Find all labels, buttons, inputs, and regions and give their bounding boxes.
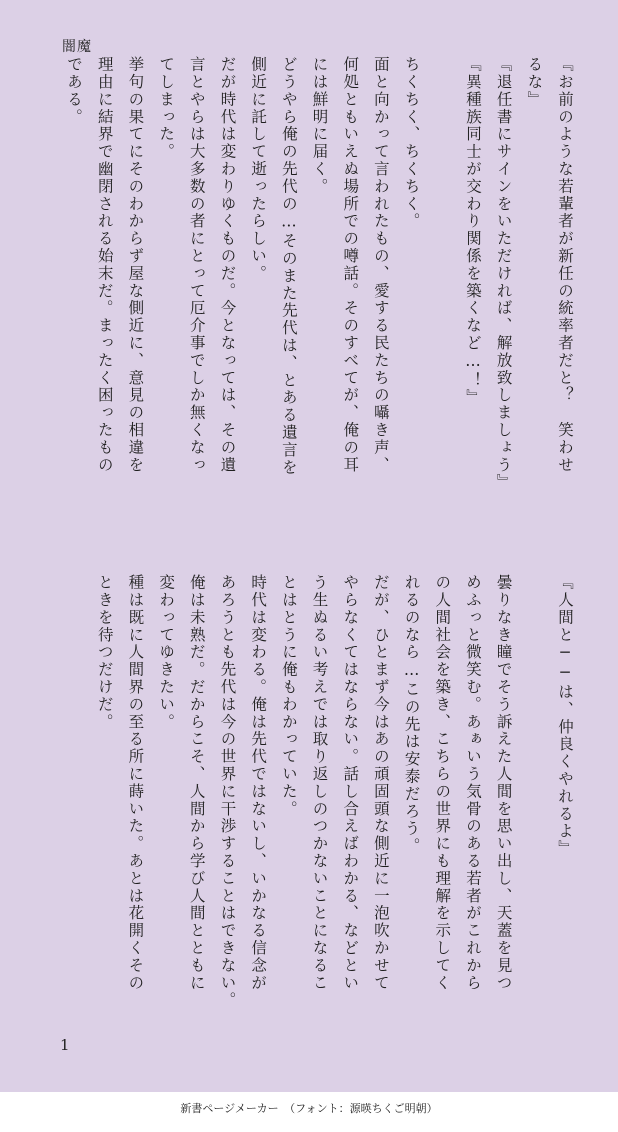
text-column: 『お前のような若輩者が新任の統率者だと？ 笑わせ bbox=[556, 56, 574, 474]
text-column: 『退任書にサインをいただければ、解放致しましょう』 bbox=[494, 56, 513, 491]
text-column: どうやら俺の先代の…そのまた先代は、とある遺言を bbox=[279, 56, 298, 477]
text-column: やらなくてはならない。話し合えばわかる、などとい bbox=[341, 574, 360, 992]
text-column: 『人間と──は、仲良くやれるよ』 bbox=[556, 574, 574, 858]
text-column: 種は既に人間界の至る所に蒔いた。あとは花開くその bbox=[126, 574, 145, 992]
text-column: 面と向かって言われたもの、愛する民たちの囁き声、 bbox=[371, 56, 390, 474]
text-column: だが時代は変わりゆくものだ。今となっては、その遺 bbox=[218, 56, 237, 474]
text-column: るな』 bbox=[525, 56, 544, 109]
text-column: である。 bbox=[65, 56, 83, 126]
text-column: う生ぬるい考えでは取り返しのつかないことになるこ bbox=[310, 574, 329, 992]
text-column: 挙句の果てにそのわからず屋な側近に、意見の相違を bbox=[126, 56, 145, 474]
text-column: 曇りなき瞳でそう訴えた人間を思い出し、天蓋を見つ bbox=[494, 574, 513, 992]
text-column: 『異種族同士が交わり関係を築くなど…！』 bbox=[463, 56, 482, 407]
text-column bbox=[511, 574, 542, 1044]
text-column: めふっと微笑む。あぁいう気骨のある若者がこれから bbox=[463, 574, 482, 992]
text-column bbox=[419, 56, 450, 526]
text-column: 何処ともいえぬ場所での噂話。そのすべてが、俺の耳 bbox=[341, 56, 360, 474]
text-column: 俺は未熟だ。だからこそ、人間から学び人間とともに bbox=[187, 574, 206, 992]
text-column: だが、ひとまず今はあの頑固頭な側近に一泡吹かせて bbox=[371, 574, 390, 992]
text-column: 言とやらは大多数の者にとって厄介事でしか無くなっ bbox=[187, 56, 206, 474]
text-column: てしまった。 bbox=[157, 56, 176, 161]
lower-text-block bbox=[81, 574, 572, 1044]
text-column: とはとうに俺もわかっていた。 bbox=[279, 574, 298, 818]
text-column: れるのなら…この先は安泰だろう。 bbox=[402, 574, 421, 855]
text-column: あろうとも先代は今の世界に干渉することはできない。 bbox=[218, 574, 237, 1009]
text-column: ときを待つだけだ。 bbox=[95, 574, 114, 731]
text-column: 変わってゆきたい。 bbox=[157, 574, 176, 731]
footer-caption: 新書ページメーカー （フォント：源暎ちくご明朝） bbox=[180, 1102, 438, 1115]
page-header-title: 闇魔 bbox=[62, 39, 92, 55]
upper-text-block bbox=[50, 56, 572, 526]
page-number: 1 bbox=[60, 1036, 70, 1054]
text-column: 時代は変わる。俺は先代ではないし、いかなる信念が bbox=[249, 574, 268, 992]
text-column: には鮮明に届く。 bbox=[310, 56, 329, 196]
text-column: ちくちく、ちくちく。 bbox=[402, 56, 421, 230]
text-column: の人間社会を築き、こちらの世界にも理解を示してく bbox=[433, 574, 452, 992]
text-column: 側近に託して逝ったらしい。 bbox=[249, 56, 268, 283]
text-column: 理由に結界で幽閉される始末だ。まったく困ったもの bbox=[95, 56, 114, 474]
